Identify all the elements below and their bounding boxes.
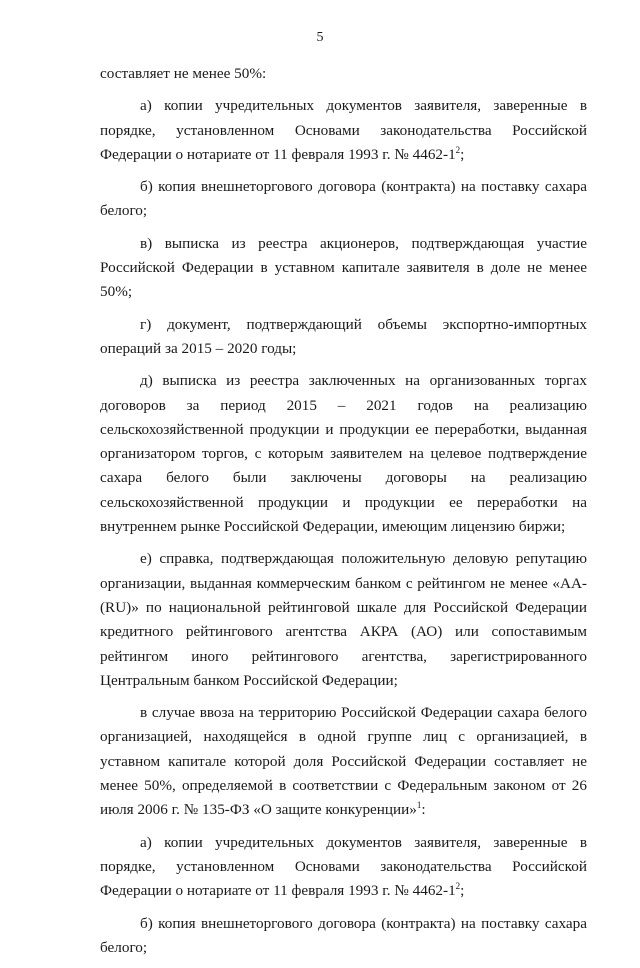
- paragraph-text: г) документ, подтверждающий объемы экспортно-импортных операций за 2015 – 2020 годы;: [100, 315, 587, 357]
- paragraph-item-v: [100, 232, 587, 305]
- paragraph-text: в случае ввоза на территорию Российской Федерации сахара белого организацией, находящейся в одной группе лиц с организацией, в уставном капитале которой доля Российской Федерации составляет не менее 50%, определяемой в соответствии с Федеральным законом от 26 июля 2006 г. № 135-ФЗ «О защите конкуренции»: [100, 704, 587, 819]
- footnote-ref: 2: [455, 144, 461, 155]
- paragraph-tail: :: [421, 801, 426, 819]
- footnote-ref: 2: [455, 881, 461, 892]
- paragraph-text: составляет не менее 50%:: [100, 65, 267, 82]
- paragraph-text: е) справка, подтверждающая положительную деловую репутацию организации, выданная коммерческим банком с рейтингом не менее «AA-(RU)» по национальной рейтинговой шкале для Российской Федерации кредитного рейтингового агентства АКРА (АО) или сопоставимым рейтингом иного рейтингового агентства, зарегистрированного Центральным банком Российской Федерации;: [100, 550, 587, 689]
- paragraph-text: б) копия внешнеторгового договора (контракта) на поставку сахара белого;: [100, 914, 587, 956]
- paragraph-text: д) выписка из реестра заключенных на организованных торгах договоров за период 2015 – 2021 годов на реализацию сельскохозяйственной продукции и продукции ее переработки, выданная организатором торгов, с которым заявителем на целевое подтверждение сахара белого были заключены договоры на реализацию сельскохозяйственной продукции и продукции ее переработки на внутреннем рынке Российской Федерации, имеющим лицензию биржи;: [100, 372, 587, 536]
- paragraph-text: а) копии учредительных документов заявителя, заверенные в порядке, установленном Основами законодательства Российской Федерации о нотариате от 11 февраля 1993 г. № 4462-1: [100, 833, 587, 900]
- paragraph-text: б) копия внешнеторгового договора (контракта) на поставку сахара белого;: [100, 178, 587, 220]
- paragraph-item-e: [100, 547, 587, 693]
- paragraph-item-b-repeat: [100, 912, 587, 961]
- page-number: 5: [316, 30, 324, 45]
- document-body: [100, 62, 587, 968]
- paragraph-text: а) копии учредительных документов заявителя, заверенные в порядке, установленном Основами законодательства Российской Федерации о нотариате от 11 февраля 1993 г. № 4462-1: [100, 97, 587, 163]
- paragraph-continuation: [100, 62, 587, 86]
- footnote-ref: 1: [416, 800, 422, 811]
- paragraph-text: в) выписка из реестра акционеров, подтверждающая участие Российской Федерации в уставном капитале заявителя в доле не менее 50%;: [100, 234, 587, 301]
- paragraph-item-a-repeat: [100, 831, 587, 904]
- paragraph-item-d: [100, 369, 587, 539]
- paragraph-item-b: [100, 175, 587, 224]
- paragraph-group-case: [100, 701, 587, 822]
- paragraph-tail: ;: [460, 882, 465, 900]
- paragraph-tail: ;: [460, 145, 465, 163]
- paragraph-item-g: [100, 313, 587, 362]
- paragraph-item-a: [100, 94, 587, 167]
